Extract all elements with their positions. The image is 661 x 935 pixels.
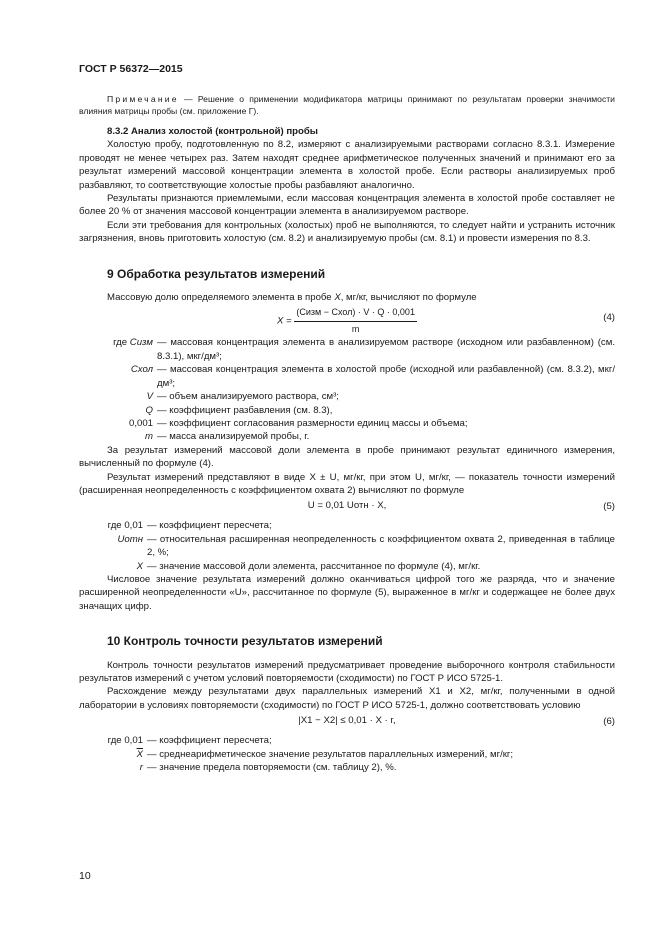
term: Uотн	[117, 533, 143, 545]
formula-4	[79, 306, 615, 334]
definition-term	[79, 560, 143, 573]
formula-expression: |X1 − X2| ≤ 0,01 · X · r,	[298, 715, 396, 727]
paragraph: Холостую пробу, подготовленную по 8.2, измеряют с анализируемыми растворами согласно 8.3.1. Измерение проводят не менее четырех раз. Затем находят среднее арифметическое полученных значений и принимают его за результат измерений массовой концентрации элемента в холостой пробе. Если растворы анализируемых проб разбавляют, то соответствующие холостые пробы разбавляют аналогично.	[79, 139, 615, 191]
term: V	[146, 391, 153, 403]
term: Cхол	[130, 364, 153, 376]
definition-row	[79, 761, 615, 774]
where-word: где	[107, 520, 122, 532]
paragraph: За результат измерений массовой доли элемента в пробе принимают результат единичного измерения, вычисленный по формуле (4).	[79, 444, 615, 470]
formula-expression: U = 0,01 Uотн · X,	[307, 500, 387, 512]
section-9-title: 9 Обработка результатов измерений	[107, 266, 326, 281]
definition-row	[79, 748, 615, 761]
formula-number: (5)	[603, 501, 615, 513]
formula-number: (4)	[603, 312, 615, 324]
definition-term	[79, 734, 143, 747]
definition-text: — относительная расширенная неопределенность с коэффициентом охвата 2, приведенная в таблице 2, %;	[147, 533, 615, 559]
term: Q	[145, 404, 153, 416]
definition-term	[79, 533, 143, 560]
text-run: , мг/кг, вычисляют по формуле	[340, 292, 477, 304]
definition-term	[79, 363, 153, 390]
definition-text: — масса анализируемой пробы, г.	[157, 431, 310, 443]
fraction-denominator: m	[351, 323, 360, 334]
term: m	[145, 431, 153, 443]
page-content	[79, 93, 615, 774]
definition-term	[79, 748, 143, 761]
page-number: 10	[79, 870, 91, 882]
definition-text: — коэффициент согласования размерности единиц массы и объема;	[157, 417, 468, 429]
definition-list-4	[79, 336, 615, 443]
page-header: ГОСТ Р 56372—2015	[79, 63, 183, 75]
definition-term	[79, 761, 143, 774]
paragraph	[79, 291, 615, 304]
definition-text: — среднеарифметическое значение результатов параллельных измерений, мг/кг;	[147, 748, 514, 760]
term: $\overline{X}$	[136, 748, 143, 760]
definition-term	[79, 336, 153, 363]
paragraph: Расхождение между результатами двух параллельных измерений X1 и X2, мг/кг, полученными в одной лаборатории в условиях повторяемости (сходимости) по ГОСТ Р ИСО 5725-1, должно соответствовать условию	[79, 686, 615, 711]
formula-5	[79, 499, 615, 517]
definition-row	[79, 533, 615, 560]
paragraph: Контроль точности результатов измерений предусматривает проведение выборочного контроля стабильности результатов измерений с учетом условий повторяемости (сходимости) по ГОСТ Р ИСО 5725-1.	[79, 659, 615, 684]
fraction-numerator: (Cизм − Cхол) · V · Q · 0,001	[294, 306, 417, 321]
paragraph: Результаты признаются приемлемыми, если массовая концентрация элемента в холостой пробе составляет не более 20 % от значения массовой концентрации элемента в анализируемом растворе.	[79, 193, 615, 218]
definition-row	[79, 417, 615, 430]
text-run: Массовую долю определяемого элемента в пробе	[107, 292, 335, 304]
formula-lhs: X	[277, 315, 284, 327]
term: 0,01	[124, 520, 143, 532]
definition-text: — значение предела повторяемости (см. таблицу 2), %.	[147, 762, 397, 774]
definition-row	[79, 404, 615, 417]
term: X	[136, 560, 143, 572]
definition-text: — массовая концентрация элемента в холостой пробе (исходной или разбавленной) (см. 8.3.2), мкг/дм³;	[157, 364, 615, 389]
fraction	[294, 306, 417, 336]
definition-term	[79, 404, 153, 417]
definition-list-5	[79, 519, 615, 573]
note	[79, 93, 615, 117]
definition-row	[79, 336, 615, 363]
definition-text: — коэффициент пересчета;	[147, 735, 272, 747]
definition-text: — значение массовой доли элемента, рассчитанное по формуле (4), мг/кг.	[147, 560, 481, 572]
definition-term	[79, 390, 153, 403]
variable: X	[334, 292, 341, 304]
definition-text: — коэффициент разбавления (см. 8.3),	[157, 404, 333, 416]
formula-number: (6)	[603, 716, 615, 728]
section-10-title: 10 Контроль точности результатов измерений	[107, 634, 383, 649]
term: r	[139, 762, 143, 774]
section-8-3-2-title: 8.3.2 Анализ холостой (контрольной) пробы	[107, 126, 318, 137]
definition-list-6	[79, 734, 615, 774]
definition-text: — коэффициент пересчета;	[147, 520, 272, 532]
note-text: — Решение о применении модификатора матрицы принимают по результатам проверки значимости влияния матрицы пробы (см. приложение Г).	[79, 94, 615, 116]
term: 0,01	[124, 735, 143, 747]
where-word: где	[113, 337, 128, 349]
note-label: Примечание	[107, 94, 179, 104]
paragraph: Результат измерений представляют в виде X ± U, мг/кг, при этом U, мг/кг, — показатель точности измерений (расширенная неопределенность с коэффициентом охвата 2) вычисляют по формуле	[79, 471, 615, 496]
definition-row	[79, 363, 615, 390]
definition-term	[79, 430, 153, 443]
paragraph: Числовое значение результата измерений должно оканчиваться цифрой того же разряда, что и значение расширенной неопределенности «U», рассчитанное по формуле (5), выраженное в мг/кг и содержащее не более двух значащих цифр.	[79, 573, 615, 612]
definition-row	[79, 430, 615, 443]
definition-term: 0,001	[128, 417, 153, 429]
definition-term	[79, 519, 143, 532]
formula-expression: X = $\frac{\text{(Cизм − Cхол) · V · Q · 0,001}}{m}$	[79, 306, 615, 336]
definition-row	[79, 519, 615, 532]
term: Cизм	[129, 337, 153, 349]
definition-row	[79, 734, 615, 747]
paragraph: Если эти требования для контрольных (холостых) проб не выполняются, то следует найти и устранить источник загрязнения, вновь приготовить холостую (см. 8.2) и анализируемую пробы (см. 8.1) и провести измерения по 8.3.	[79, 219, 615, 245]
definition-row	[79, 560, 615, 573]
where-word: где	[107, 735, 122, 747]
definition-text: — массовая концентрация элемента в анализируемом растворе (исходном или разбавленном) (см. 8.3.1), мкг/дм³;	[157, 337, 615, 362]
formula-6	[79, 714, 615, 732]
definition-row	[79, 390, 615, 403]
definition-text: — объем анализируемого раствора, см³;	[157, 391, 339, 403]
